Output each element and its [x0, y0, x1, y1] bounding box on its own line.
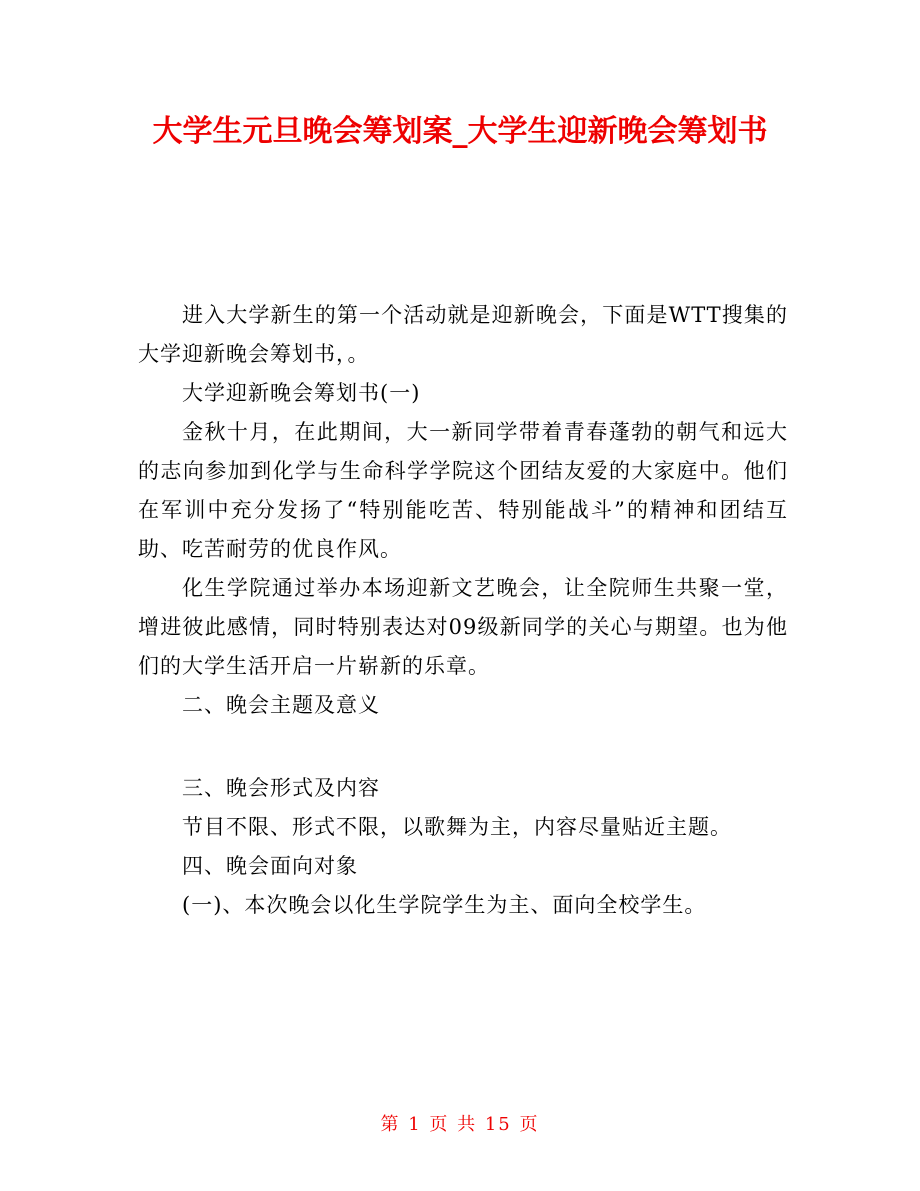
paragraph-program: 节目不限、形式不限，以歌舞为主，内容尽量贴近主题。 [182, 815, 732, 839]
blank-line [138, 725, 788, 769]
heading-theme-meaning: 二、晚会主题及意义 [182, 693, 380, 717]
paragraph-audience: (一)、本次晚会以化生学院学生为主、面向全校学生。 [182, 893, 707, 917]
heading-audience: 四、晚会面向对象 [182, 854, 358, 878]
paragraph-background: 金秋十月，在此期间，大一新同学带着青春蓬勃的朝气和远大的志向参加到化学与生命科学学院这个团结友爱的大家庭中。他们在军训中充分发扬了“特别能吃苦、特别能战斗”的精神和团结互助、吃苦耐劳的优良作风。 [138, 420, 788, 561]
document-title: 大学生元旦晚会筹划案_大学生迎新晚会筹划书 [152, 114, 768, 149]
document-body [138, 296, 788, 925]
paragraph-intro: 进入大学新生的第一个活动就是迎新晚会，下面是WTT搜集的大学迎新晚会筹划书，。 [138, 303, 788, 366]
page-footer: 第 1 页 共 15 页 [380, 1114, 540, 1135]
paragraph-heading-plan-one: 大学迎新晚会筹划书(一) [182, 381, 421, 405]
heading-form-content: 三、晚会形式及内容 [182, 776, 380, 800]
paragraph-purpose: 化生学院通过举办本场迎新文艺晚会，让全院师生共聚一堂，增进彼此感情，同时特别表达对09级新同学的关心与期望。也为他们的大学生活开启一片崭新的乐章。 [138, 576, 788, 678]
